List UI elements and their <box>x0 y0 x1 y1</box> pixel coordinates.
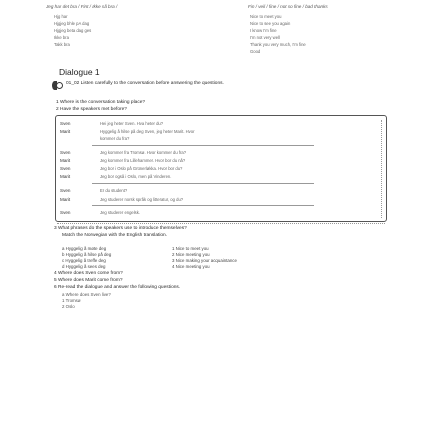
previous-left-line: Ikke bra <box>54 35 69 40</box>
question-item: 1 Where is the conversation taking place? <box>56 100 146 105</box>
dialogue-line <box>60 187 382 196</box>
dialogue-text: Hyggelig å hilse på deg Sven, jeg heter Marit. Hvor <box>100 129 195 134</box>
dialogue-divider <box>92 183 314 184</box>
follow-up-questions <box>54 271 384 292</box>
previous-right-line: Nice to meet you <box>250 14 282 19</box>
question-item: 3 What phrases do the speakers use to introduce themselves? <box>54 226 187 231</box>
matching-exercise <box>54 226 384 269</box>
speaker-name: Sven <box>60 121 71 126</box>
speaker-name: Sven <box>60 188 71 193</box>
audio-track-icon[interactable] <box>52 80 63 91</box>
previous-right-line: Good <box>250 49 261 54</box>
question-item: 5 Where does Marit come from? <box>54 278 123 283</box>
previous-left-column <box>54 14 174 49</box>
match-option-right: 3 Nice making your acquaintance <box>172 258 237 263</box>
dialogue-text: Jeg kommer fra Tromsø. Hvor kommer du fra? <box>100 150 187 155</box>
question-instruction: Match the Norwegian with the English translation. <box>62 232 168 238</box>
dialogue-text: Jeg studerer norsk språk og litteratur, og du? <box>100 197 184 202</box>
match-option-left: c Hyggelig å treffe deg <box>62 258 106 263</box>
previous-left-line: Hjg har <box>54 14 68 19</box>
previous-section-heading-left: Jeg har det bra / Fint / Ikke så bra / <box>46 4 118 9</box>
dialogue-line <box>60 173 382 182</box>
audio-instruction-text: 01_02 Listen carefully to the conversation before answering the questions. <box>66 81 224 86</box>
question-item: 4 Where does Sven come from? <box>54 271 123 276</box>
match-option-left: a Hyggelig å møte deg <box>62 246 107 251</box>
question-item: 2 Have the speakers met before? <box>56 107 127 112</box>
answer-options <box>62 292 182 310</box>
pre-listening-questions <box>56 100 386 114</box>
dialogue-line <box>60 209 382 218</box>
dialogue-text: Er du student? <box>100 188 128 193</box>
previous-left-line: Hjgjeg beta dag ges <box>54 28 92 33</box>
previous-right-line: I'm not very well <box>250 35 280 40</box>
dialogue-line <box>60 196 382 205</box>
speaker-name: Sven <box>60 166 71 171</box>
section-title: Dialogue 1 <box>59 67 100 77</box>
answer-line: 1 Tromsø <box>62 298 81 303</box>
speaker-name: Marit <box>60 158 71 163</box>
previous-section-heading-right: Fin / veil / fine / not so fine / bad thanks <box>248 4 328 9</box>
match-option-left: d Hyggelig å sees deg <box>62 264 106 269</box>
speaker-name: Sven <box>60 210 71 215</box>
speaker-name: Sven <box>60 150 71 155</box>
answer-line: 2 Oslo <box>62 304 75 309</box>
speaker-name: Marit <box>60 129 71 134</box>
previous-section-strip <box>34 2 414 64</box>
dialogue-divider <box>92 205 314 206</box>
dialogue-transcript-box <box>55 115 387 222</box>
dialogue-text: Jeg studerer engelsk. <box>100 210 141 215</box>
speaker-name: Marit <box>60 174 71 179</box>
previous-right-column <box>250 14 370 56</box>
dialogue-line <box>60 135 382 144</box>
dialogue-text: Hei jeg heter Sven. Hva heter du? <box>100 121 164 126</box>
answer-line: a Where does Sven live? <box>62 292 111 297</box>
match-option-left: b Hyggelig å hilse på deg <box>62 252 112 257</box>
previous-right-line: Thank you very much, I'm fine <box>250 42 306 47</box>
match-option-right: 1 Nice to meet you <box>172 246 209 251</box>
match-option-right: 4 Nice meeting you <box>172 264 210 269</box>
speaker-name: Marit <box>60 197 71 202</box>
dialogue-text: Jeg bor også i Oslo, men på Vinderen. <box>100 174 172 179</box>
previous-right-line: I know I'm fine <box>250 28 277 33</box>
dialogue-text: Jeg bor i Oslo på Grünerløkka. Hvor bor du? <box>100 166 183 171</box>
question-item: 6 Re-read the dialogue and answer the following questions. <box>54 285 181 290</box>
previous-left-line: Takk bra <box>54 42 70 47</box>
previous-right-line: Nice to see you again <box>250 21 291 26</box>
dialogue-divider <box>92 145 314 146</box>
dialogue-text: Jeg kommer fra Lillehammer. Hvor bor du nå? <box>100 158 186 163</box>
dialogue-text: kommer du fra? <box>100 136 130 141</box>
match-option-right: 2 Nice meeting you <box>172 252 210 257</box>
previous-left-line: Hjgjeg bhle pA dag <box>54 21 90 26</box>
